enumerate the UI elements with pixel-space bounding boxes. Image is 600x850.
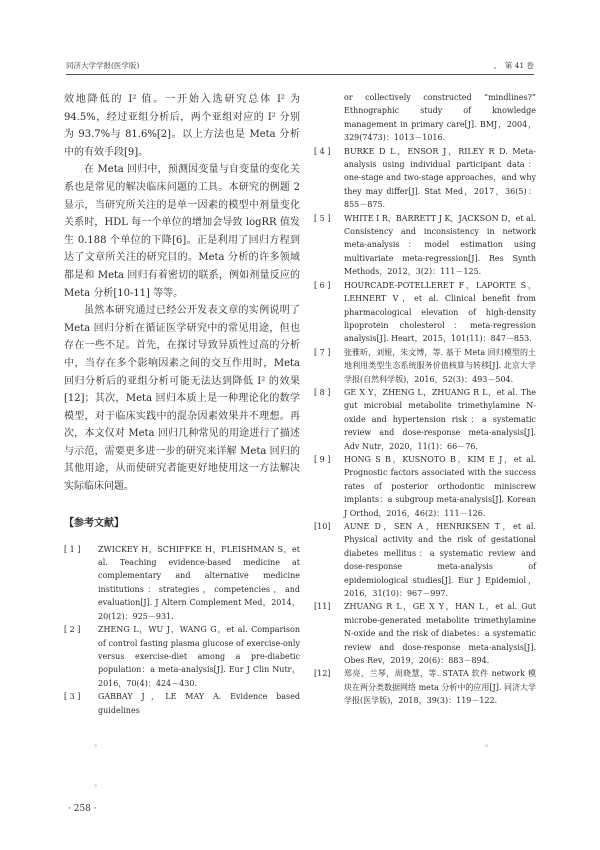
reference-item [314, 386, 536, 453]
body-paragraph: 效地降低的 I² 值。一开始入选研究总体 I² 为 94.5%，经过亚组分析后，两个亚组对应的 I² 分别为 93.7%与 81.6%[2]。以上方法也是 Meta 分析中的有效手段[9]。 [64, 94, 300, 158]
reference-text: ZHUANG R L，GE X Y，HAN L，et al. Gut microbe-generated metabolite trimethylamine N-oxide and the risk of diabetes：a systematic review and dose-response meta-analysis[J]. Obes Rev，2019，20(6)：883－894. [344, 602, 536, 666]
footer-mark-right: 。 [485, 739, 493, 748]
reference-item [314, 600, 536, 667]
reference-item [314, 667, 536, 707]
reference-text: ZHENG L，WU J，WANG G，et al. Comparison of control fasting plasma glucose of exercise-only versus exercise-diet among a pre-diabetic population：a meta-analysis[J]. Eur J Clin Nutr，2016，70(4)：424－430. [98, 625, 300, 688]
volume-number: 第 41 卷 [504, 61, 534, 70]
references-heading: 【参考文献】 [64, 517, 124, 529]
body-paragraph: 在 Meta 回归中，预测因变量与自变量的变化关系也是常见的解决临床问题的工具。本研究的例题 2 显示，当研究所关注的是单一因素的模型中剂量变化关系时，HDL 每一个单位的增加会导致 logRR 值发生 0.188 个单位的下降[6]。正是利用了回归方程到达了文章所关注的研究目的。Meta 分析的许多领域都是和 Meta 回归有着密切的联系，例如剂量反应的 Meta 分析[10-11] 等等。 [64, 164, 300, 299]
reference-text: 张雅昕，刘娅，朱文博，等. 基于 Meta 回归模型的土地利用类型生态系统服务价值核算与转移[J]. 北京大学学报(自然科学版)，2016，52(3)：493－504. [344, 347, 536, 384]
reference-number: [ 5 ] [314, 213, 331, 223]
reference-text: GE X Y，ZHENG L，ZHUANG R L，et al. The gut microbial metabolite trimethylamine N-oxide and hypertension risk：a systematic review and dose-response meta-analysis[J]. Adv Nutr，2020，11(1)：66－76. [344, 387, 536, 451]
reference-item [64, 623, 300, 690]
reference-item [314, 145, 536, 212]
footer-mark-bottom: 。 [94, 779, 102, 788]
reference-item [314, 279, 536, 346]
page-number: · 258 · [68, 804, 97, 814]
reference-number: [11] [314, 602, 331, 612]
body-paragraph: 虽然本研究通过已经公开发表文章的实例说明了 Meta 回归分析在循证医学研究中的常见用途，但也存在一些不足。首先，在探讨导致异质性过高的分析中，当存在多个影响因素之间的交互作用时，Meta 回归分析后的亚组分析可能无法达到降低 I² 的效果[12]；其次，Meta 回归本质上是一种理论化的数学模型，对于临床实践中的混杂因素效果并不理想。再次，本文仅对 Meta 回归几种常见的用途进行了描述与示范，需要更多进一步的研究来详解 Meta 回归的其他用途，从而使研究者能更好地使用这一方法解决实际临床问题。 [64, 305, 300, 493]
reference-number: [ 2 ] [64, 625, 81, 635]
right-column [314, 91, 536, 708]
reference-number: [ 3 ] [64, 692, 81, 702]
reference-text: WHITE I R，BARRETT J K，JACKSON D，et al. Consistency and inconsistency in network meta-analysis：model estimation using multivariate meta-regression[J]. Res Synth Methods，2012，3(2)：111－125. [344, 213, 536, 277]
header-rule [66, 74, 534, 75]
reference-text: HOURCADE-POTELLERET F，LAPORTE S，LEHNERT V，et al. Clinical benefit from pharmacological elevation of high-density lipoprotein cholesterol：meta-regression analysis[J]. Heart，2015，101(11)：847－853. [344, 280, 536, 344]
journal-title: 同济大学学报(医学版) [66, 61, 140, 70]
reference-number: [ 7 ] [314, 347, 331, 357]
running-header [66, 60, 534, 74]
footer-mark-left: 。 [94, 739, 102, 748]
reference-number: [ 4 ] [314, 146, 331, 156]
reference-item [314, 520, 536, 600]
reference-item [314, 453, 536, 520]
reference-number: [12] [314, 669, 331, 679]
reference-item [64, 690, 300, 717]
reference-item [314, 212, 536, 279]
reference-text: ZWICKEY H，SCHIFFKE H，FLEISHMAN S，et al. Teaching evidence-based medicine at complementary and alternative medicine institutions：strategies，competencies，and evaluation[J]. J Altern Complement Med，2014，20(12)：925－931. [98, 544, 300, 621]
reference-item [314, 346, 536, 386]
volume-label [493, 60, 534, 71]
reference-number: [ 1 ] [64, 544, 81, 554]
reference-text: 郑亮，兰琴，周晓慧，等. STATA 软件 network 模块在两分类数据网络 meta 分析中的应用[J]. 同济大学学报(医学版)，2018，39(3)：119－122. [344, 669, 536, 706]
reference-continuation [314, 91, 536, 145]
reference-text: HONG S B，KUSNOTO B，KIM E J，et al. Prognostic factors associated with the success rates of posterior orthodontic miniscrew implants：a subgroup meta-analysis[J]. Korean J Orthod，2016，46(2)：111－126. [344, 454, 536, 518]
reference-number: [10] [314, 522, 331, 531]
reference-text: AUNE D，SEN A，HENRIKSEN T，et al. Physical activity and the risk of gestational diabetes mellitus：a systematic review and dose-response meta-analysis of epidemiological studies[J]. Eur J Epidemiol，2016，31(10)：967－997. [344, 522, 536, 599]
reference-item [64, 543, 300, 623]
reference-number: [ 6 ] [314, 280, 331, 290]
left-column [64, 91, 300, 717]
reference-text: or collectively constructed “mindlines?” Ethnographic study of knowledge management in primary care[J]. BMJ，2004，329(7473)：1013－1016. [344, 93, 536, 143]
reference-number: [ 9 ] [314, 454, 331, 464]
reference-number: [ 8 ] [314, 387, 331, 397]
volume-dot: 。 [493, 61, 498, 70]
reference-text: GABBAY J，LE MAY A. Evidence based guidelines [98, 692, 300, 715]
reference-text: BURKE D L，ENSOR J，RILEY R D. Meta-analysis using individual participant data：one-stage and two-stage approaches，and why they may differ[J]. Stat Med，2017，36(5)：855－875. [344, 146, 536, 210]
